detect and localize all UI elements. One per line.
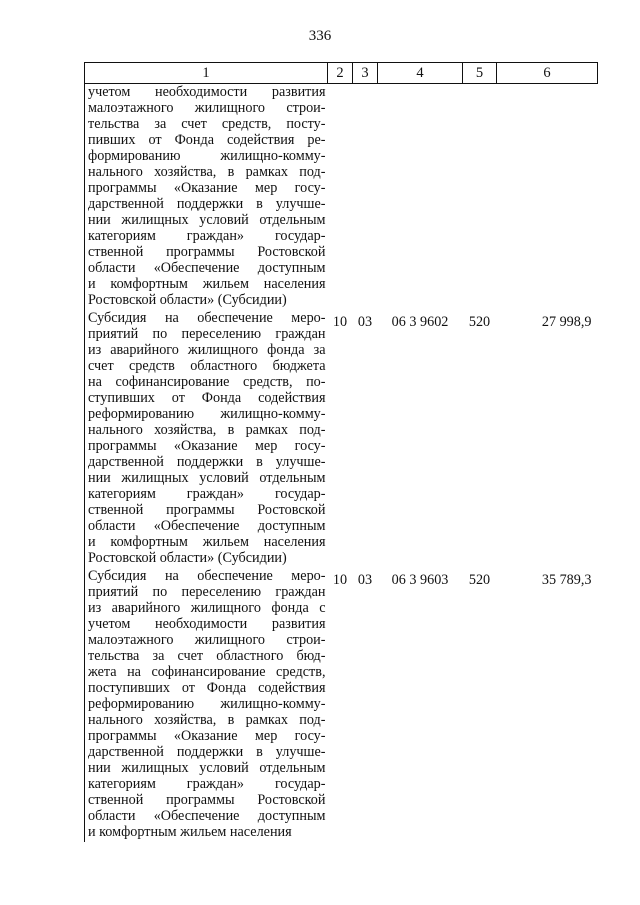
description-line: программы «Оказание мер госу- [88,180,326,196]
section-code: 10 [332,572,348,588]
description-line: приятий по переселению граждан [88,584,326,600]
target-article-code: 06 3 9603 [391,572,449,588]
row-description [85,84,328,311]
description-line: счет средств областного бюджета [88,358,326,374]
target-article-code: 06 3 9602 [391,314,449,330]
table-body [85,84,598,843]
section-code [328,84,353,311]
subsection-code: 03 [357,314,373,330]
column-header: 3 [353,63,378,84]
description-line: ступивших от Фонда содействия [88,390,326,406]
description-line: категориям граждан» государ- [88,228,326,244]
description-line: реформированию жилищно-комму- [88,406,326,422]
amount-value [497,84,598,311]
expense-type-code [463,84,497,311]
description-line: учетом необходимости развития [88,616,326,632]
description-line: Субсидия на обеспечение меро- [88,568,326,584]
description-line: области «Обеспечение доступным [88,260,326,276]
table-row [85,310,598,568]
description-line: и комфортным жильем населения [88,534,326,550]
description-line: из аварийного жилищного фонда с [88,600,326,616]
description-line: малоэтажного жилищного строи- [88,100,326,116]
description-line: малоэтажного жилищного строи- [88,632,326,648]
description-line: поступивших от Фонда содействия [88,680,326,696]
column-header: 4 [378,63,463,84]
column-header: 5 [463,63,497,84]
description-line: учетом необходимости развития [88,84,326,100]
description-line: программы «Оказание мер госу- [88,438,326,454]
description-line: Ростовской области» (Субсидии) [88,292,287,308]
table-row [85,568,598,842]
table-row [85,84,598,311]
description-line: из аварийного жилищного фонда за [88,342,326,358]
description-line: категориям граждан» государ- [88,486,326,502]
description-line: дарственной поддержки в улучше- [88,454,326,470]
table-header-row [85,63,598,84]
column-header: 6 [497,63,598,84]
expense-type-code: 520 [468,572,491,588]
subsection-code: 03 [357,572,373,588]
description-line: программы «Оказание мер госу- [88,728,326,744]
description-line: на софинансирование средств, по- [88,374,326,390]
description-line: формированию жилищно-комму- [88,148,326,164]
description-line: тельства за счет областного бюд- [88,648,326,664]
description-line: нии жилищных условий отдельным [88,760,326,776]
description-line: нального хозяйства, в рамках под- [88,712,326,728]
budget-table [84,62,598,842]
column-header: 1 [85,63,328,84]
amount-value: 27 998,9 [541,314,592,330]
page-number: 336 [308,28,332,44]
description-line: категориям граждан» государ- [88,776,326,792]
description-line: и комфортным жильем населения [88,824,292,840]
description-line: ственной программы Ростовской [88,502,326,518]
description-line: дарственной поддержки в улучше- [88,196,326,212]
description-line: нального хозяйства, в рамках под- [88,422,326,438]
description-line: нии жилищных условий отдельным [88,212,326,228]
expense-type-code: 520 [468,314,491,330]
description-line: Ростовской области» (Субсидии) [88,550,287,566]
section-code: 10 [332,314,348,330]
description-line: ственной программы Ростовской [88,792,326,808]
description-line: тельства за счет средств, посту- [88,116,326,132]
description-line: области «Обеспечение доступным [88,808,326,824]
target-article-code [378,84,463,311]
row-description [85,568,328,842]
description-line: нального хозяйства, в рамках под- [88,164,326,180]
description-line: нии жилищных условий отдельным [88,470,326,486]
row-description [85,310,328,568]
subsection-code [353,84,378,311]
description-line: пивших от Фонда содействия ре- [88,132,326,148]
amount-value: 35 789,3 [541,572,592,588]
column-header: 2 [328,63,353,84]
description-line: области «Обеспечение доступным [88,518,326,534]
description-line: дарственной поддержки в улучше- [88,744,326,760]
description-line: реформированию жилищно-комму- [88,696,326,712]
description-line: ственной программы Ростовской [88,244,326,260]
description-line: приятий по переселению граждан [88,326,326,342]
description-line: и комфортным жильем населения [88,276,326,292]
description-line: Субсидия на обеспечение меро- [88,310,326,326]
description-line: жета на софинансирование средств, [88,664,326,680]
